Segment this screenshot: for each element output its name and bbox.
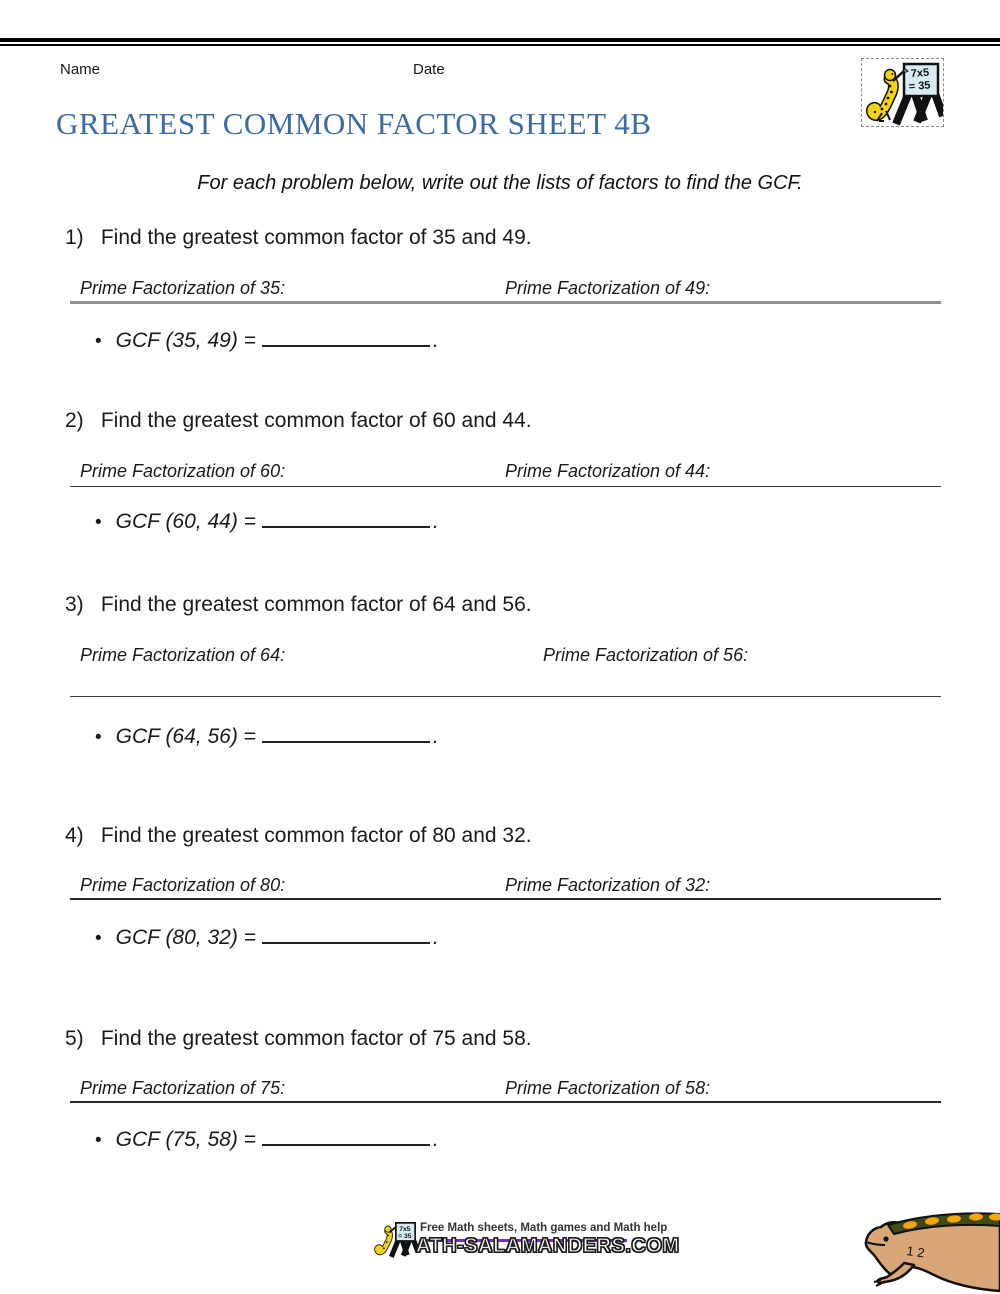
bullet-icon: •	[95, 1130, 102, 1151]
problem-question: Find the greatest common factor of 80 and 32.	[100, 824, 532, 847]
problem-question: Find the greatest common factor of 75 and 58.	[100, 1027, 532, 1050]
gcf-period: .	[432, 725, 439, 748]
prime-factorization-left-label: Prime Factorization of 64:	[80, 645, 286, 665]
gcf-answer-blank	[262, 512, 430, 528]
gcf-answer-blank	[262, 331, 430, 347]
factor-work-line	[70, 1101, 941, 1103]
gcf-label: GCF (60, 44) =	[115, 510, 256, 533]
bullet-icon: •	[95, 512, 102, 533]
gcf-answer-blank	[262, 928, 430, 944]
factor-work-line	[70, 898, 941, 900]
footer-tagline: Free Math sheets, Math games and Math help	[420, 1222, 668, 1234]
gcf-period: .	[432, 1128, 439, 1151]
top-double-rule	[0, 38, 1000, 46]
prime-factorization-right-label: Prime Factorization of 44:	[505, 461, 711, 481]
gcf-label: GCF (35, 49) =	[115, 329, 256, 352]
factor-work-line	[70, 696, 941, 697]
gcf-period: .	[432, 926, 439, 949]
gcf-period: .	[432, 329, 439, 352]
svg-text:= 35: = 35	[398, 1233, 412, 1241]
svg-text:7x5: 7x5	[910, 66, 930, 80]
problem-number: 3)	[65, 593, 84, 616]
prime-factorization-left-label: Prime Factorization of 80:	[80, 875, 286, 895]
footer-branding	[372, 1218, 680, 1274]
instruction-text: For each problem below, write out the lists of factors to find the GCF.	[197, 172, 803, 194]
prime-factorization-left-label: Prime Factorization of 35:	[80, 278, 286, 298]
salamander-easel-icon	[862, 59, 943, 126]
footer-site-name	[416, 1235, 680, 1258]
factor-work-line	[70, 301, 941, 304]
gcf-label: GCF (80, 32) =	[115, 926, 256, 949]
site-name-text: ATH-SALAMANDERS.COM	[416, 1235, 680, 1257]
prime-factorization-left-label: Prime Factorization of 60:	[80, 461, 286, 481]
name-label: Name	[60, 61, 101, 78]
svg-text:= 35: = 35	[908, 79, 931, 93]
date-label: Date	[413, 61, 445, 78]
gcf-period: .	[432, 510, 439, 533]
gcf-label: GCF (64, 56) =	[115, 725, 256, 748]
bullet-icon: •	[95, 928, 102, 949]
prime-factorization-left-label: Prime Factorization of 75:	[80, 1078, 286, 1098]
salamander-mascot-icon	[852, 1211, 1000, 1294]
gcf-answer-blank	[262, 727, 430, 743]
problem-question: Find the greatest common factor of 64 and 56.	[100, 593, 532, 616]
footer-salamander-logo-icon	[372, 1220, 418, 1258]
svg-text:1 2: 1 2	[905, 1243, 926, 1261]
prime-factorization-right-label: Prime Factorization of 56:	[543, 645, 749, 665]
svg-text:7x5: 7x5	[399, 1225, 411, 1233]
page-title: GREATEST COMMON FACTOR SHEET 4B	[56, 106, 652, 141]
problem-question: Find the greatest common factor of 35 and 49.	[100, 226, 532, 249]
bullet-icon: •	[95, 331, 102, 352]
prime-factorization-right-label: Prime Factorization of 58:	[505, 1078, 711, 1098]
math-salamanders-logo	[861, 58, 944, 127]
prime-factorization-right-label: Prime Factorization of 49:	[505, 278, 711, 298]
bullet-icon: •	[95, 727, 102, 748]
problem-number: 4)	[65, 824, 84, 847]
problem-question: Find the greatest common factor of 60 and 44.	[100, 409, 532, 432]
prime-factorization-right-label: Prime Factorization of 32:	[505, 875, 711, 895]
gcf-label: GCF (75, 58) =	[115, 1128, 256, 1151]
problem-number: 2)	[65, 409, 84, 432]
gcf-answer-blank	[262, 1130, 430, 1146]
problem-number: 1)	[65, 226, 84, 249]
problem-number: 5)	[65, 1027, 84, 1050]
factor-work-line	[70, 486, 941, 487]
